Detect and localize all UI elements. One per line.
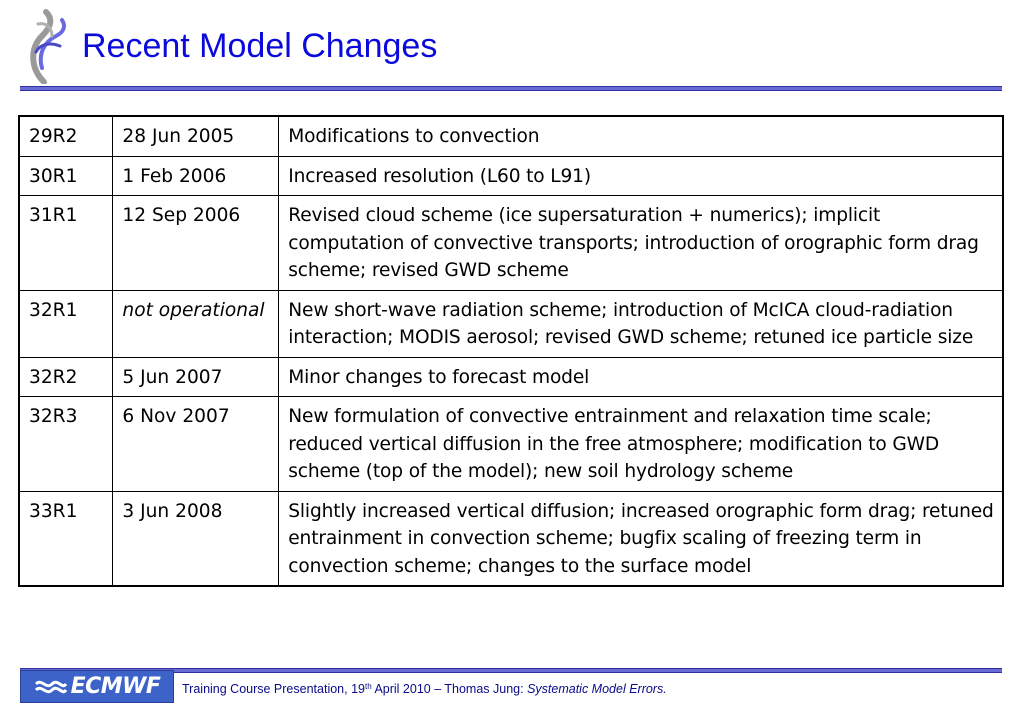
ecmwf-wave-icon: [34, 677, 68, 697]
description-cell: Minor changes to forecast model: [279, 357, 1003, 397]
description-cell: Revised cloud scheme (ice supersaturation + numerics); implicit computation of convective transports; introduction of orographic form drag scheme; revised GWD scheme: [279, 196, 1003, 291]
table-row: [19, 290, 1003, 357]
table-row: [19, 491, 1003, 586]
cycle-cell: 32R3: [19, 397, 113, 492]
cycle-cell: 32R1: [19, 290, 113, 357]
table-row: [19, 397, 1003, 492]
table-row: [19, 116, 1003, 156]
description-cell: New formulation of convective entrainment and relaxation time scale; reduced vertical diffusion in the free atmosphere; modification to GWD scheme (top of the model); new soil hydrology scheme: [279, 397, 1003, 492]
description-cell: Slightly increased vertical diffusion; increased orographic form drag; retuned entrainment in convection scheme; bugfix scaling of freezing term in convection scheme; changes to the surface model: [279, 491, 1003, 586]
title-divider: [20, 86, 1002, 91]
footer-text-prefix: Training Course Presentation, 19: [182, 682, 365, 696]
table-row: [19, 196, 1003, 291]
date-cell: 3 Jun 2008: [113, 491, 279, 586]
table-row: [19, 156, 1003, 196]
cycle-cell: 29R2: [19, 116, 113, 156]
cycle-cell: 32R2: [19, 357, 113, 397]
table-body: [19, 116, 1003, 586]
ecmwf-swirl-logo: [22, 8, 74, 84]
model-changes-table: [18, 115, 1004, 587]
description-cell: New short-wave radiation scheme; introduction of McICA cloud-radiation interaction; MODIS aerosol; revised GWD scheme; retuned ice particle size: [279, 290, 1003, 357]
date-cell: 28 Jun 2005: [113, 116, 279, 156]
description-cell: Increased resolution (L60 to L91): [279, 156, 1003, 196]
description-cell: Modifications to convection: [279, 116, 1003, 156]
date-cell: not operational: [113, 290, 279, 357]
cycle-cell: 30R1: [19, 156, 113, 196]
table-row: [19, 357, 1003, 397]
ecmwf-footer-logo: [20, 670, 174, 703]
date-cell: 12 Sep 2006: [113, 196, 279, 291]
footer-text-sup: th: [364, 682, 372, 691]
cycle-cell: 33R1: [19, 491, 113, 586]
date-cell: 6 Nov 2007: [113, 397, 279, 492]
footer-caption: [182, 682, 667, 696]
date-cell: 5 Jun 2007: [113, 357, 279, 397]
ecmwf-logo-text: ECMWF: [70, 674, 161, 699]
slide-title: Recent Model Changes: [82, 27, 438, 65]
footer-text-middle: April 2010 – Thomas Jung:: [371, 682, 528, 696]
footer-text-italic: Systematic Model Errors.: [527, 682, 667, 696]
date-cell: 1 Feb 2006: [113, 156, 279, 196]
cycle-cell: 31R1: [19, 196, 113, 291]
